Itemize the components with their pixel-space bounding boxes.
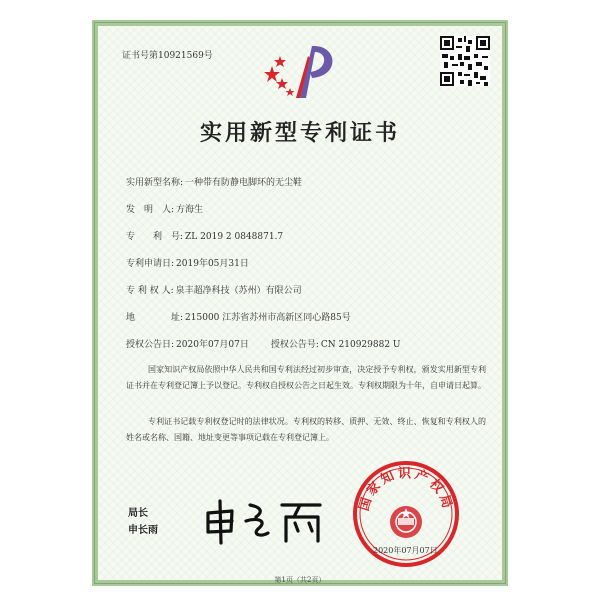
field-utility-model-name <box>126 175 302 188</box>
page-number: 第1页（共2页） <box>274 576 326 584</box>
field-patentee <box>126 283 302 296</box>
grant-number-label: 授权公告号: <box>270 340 319 350</box>
field-patent-number <box>126 229 283 242</box>
field-value: 一种带有防静电脚环的无尘鞋 <box>185 178 303 188</box>
qr-code-icon <box>440 36 490 86</box>
field-label: 专 利 号: <box>126 232 184 242</box>
patent-office-emblem-icon <box>260 36 350 106</box>
certificate-title: 实用新型专利证书 <box>199 120 400 146</box>
grant-number: CN 210929882 U <box>320 340 401 350</box>
handwritten-signature <box>198 495 328 545</box>
field-value: 泉丰超净科技（苏州）有限公司 <box>175 286 302 296</box>
seal-date: 2020年07月07日 <box>373 546 438 555</box>
field-value: 方海生 <box>176 205 204 215</box>
seal-text: 国家知识产权局 <box>356 466 456 513</box>
grant-date: 2020年07月07日 <box>176 340 249 350</box>
certificate-number: 证书号第10921569号 <box>122 51 213 61</box>
field-value: 2019年05月31日 <box>176 259 249 269</box>
field-label: 专利申请日: <box>126 259 175 269</box>
signatory-title: 局长 <box>128 508 148 519</box>
field-value: 215000 江苏省苏州市高新区同心路85号 <box>185 313 351 323</box>
field-inventor <box>126 202 203 215</box>
field-label: 实用新型名称: <box>126 178 184 188</box>
signatory-block <box>128 505 158 539</box>
field-grant-info <box>126 337 401 350</box>
statement-text: 国家知识产权局依照中华人民共和国专利法经过初步审查，决定授予专利权，颁发实用新型专利证书并在专利登记簿上予以登记。专利权自授权公告之日起生效。专利权期限为十年，自申请日起算。 <box>126 365 486 390</box>
statement-text: 专利证书记载专利权登记时的法律状况。专利权的转移、质押、无效、终止、恢复和专利权人的姓名或名称、国籍、地址变更等事项记载在专利登记簿上。 <box>126 417 486 442</box>
field-label: 地 址: <box>126 313 184 323</box>
field-application-date <box>126 256 249 269</box>
field-address <box>126 310 351 323</box>
grant-date-label: 授权公告日: <box>126 340 175 350</box>
field-value: ZL 2019 2 0848871.7 <box>185 232 284 242</box>
statement-paragraph-1 <box>126 362 486 394</box>
field-label: 发 明 人: <box>126 205 175 215</box>
statement-paragraph-2 <box>126 414 486 446</box>
signatory-name: 申长雨 <box>128 525 158 536</box>
field-label: 专 利 权 人: <box>126 286 174 296</box>
